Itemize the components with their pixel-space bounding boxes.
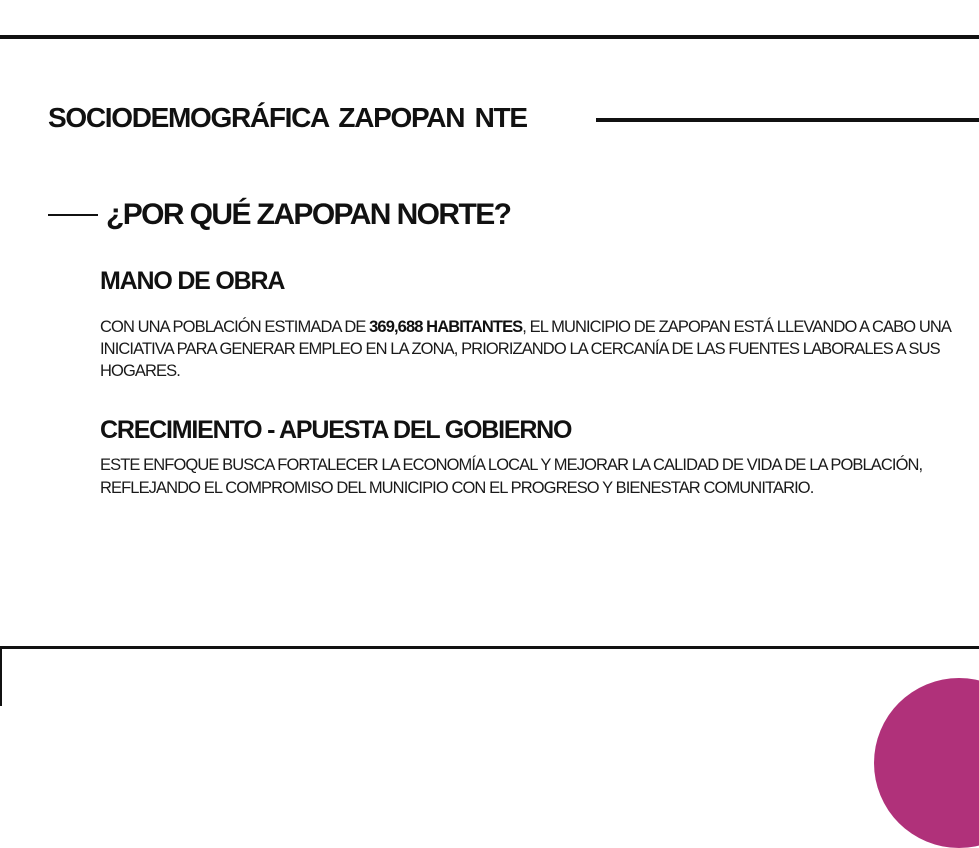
- population-highlight: 369,688 HABITANTES: [369, 318, 523, 336]
- mano-de-obra-text-after: , EL MUNICIPIO DE ZAPOPAN ESTÁ LLEVANDO A CABO UNA INICIATIVA PARA GENERAR EMPLEO EN LA ZONA, PRIORIZANDO LA CERCANÍA DE LAS FUENTES LABORALES A SUS HOGARES.: [100, 318, 951, 380]
- crecimiento-paragraph: ESTE ENFOQUE BUSCA FORTALECER LA ECONOMÍA LOCAL Y MEJORAR LA CALIDAD DE VIDA DE LA POBLACIÓN, REFLEJANDO EL COMPROMISO DEL MUNICIPIO CON EL PROGRESO Y BIENESTAR COMUNITARIO.: [100, 456, 923, 497]
- top-divider: [0, 35, 979, 39]
- footer-frame: [0, 646, 979, 706]
- mano-de-obra-paragraph: [100, 316, 970, 382]
- page-title: SOCIODEMOGRÁFICA ZAPOPAN NTE: [48, 102, 527, 133]
- section-dash: [48, 214, 98, 216]
- mano-de-obra-text-before: CON UNA POBLACIÓN ESTIMADA DE: [100, 318, 370, 336]
- crecimiento-heading: CRECIMIENTO - APUESTA DEL GOBIERNO: [100, 416, 572, 444]
- mano-de-obra-heading: MANO DE OBRA: [100, 267, 285, 295]
- section-title: ¿POR QUÉ ZAPOPAN NORTE?: [106, 198, 511, 231]
- title-divider: [596, 118, 979, 122]
